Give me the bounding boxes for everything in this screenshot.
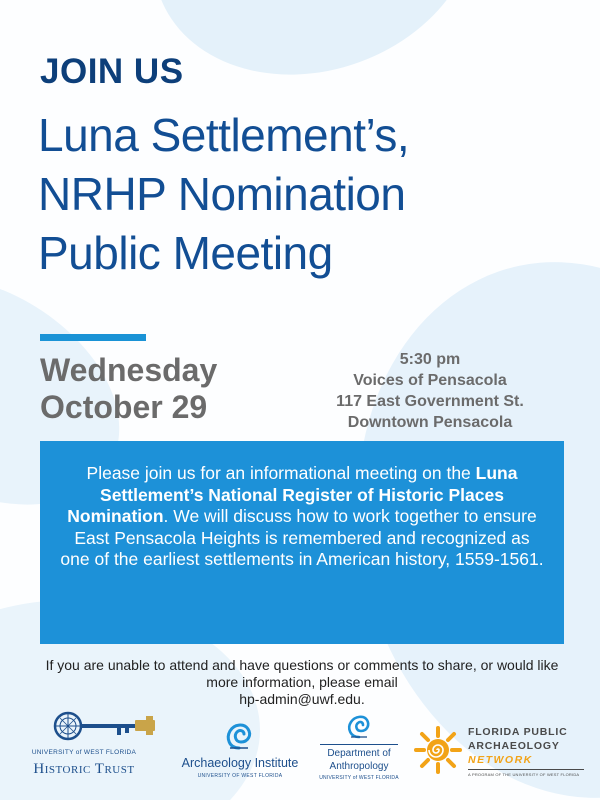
join-us-heading: JOIN US: [40, 52, 184, 91]
info-text-1: Please join us for an informational meeting on the: [86, 463, 476, 483]
anthropology-divider: [320, 744, 398, 745]
archaeology-institute-logo: [180, 718, 300, 790]
contact-email-link[interactable]: hp-admin@uwf.edu.: [239, 691, 365, 707]
event-details: [300, 349, 560, 433]
contact-message: If you are unable to attend and have questions or comments to share, or would like more information, please email: [45, 657, 559, 690]
event-area: Downtown Pensacola: [347, 414, 513, 431]
archaeology-institute-name: Archaeology Institute: [181, 756, 299, 770]
anthropology-sub: UNIVERSITY of WEST FLORIDA: [319, 775, 399, 781]
fpan-line-3: NETWORK: [468, 754, 533, 766]
nautilus-shell-icon: [222, 718, 256, 752]
fpan-line-2: ARCHAEOLOGY: [468, 740, 560, 752]
contact-text: [40, 657, 564, 708]
info-text-2: . We will discuss how to work together to ensure East Pensacola Heights is remembered and recognized as one of the earliest settlements in American history, 1559-1561.: [60, 506, 544, 569]
page-title: [38, 106, 409, 283]
event-date: [40, 352, 217, 426]
accent-divider: [40, 334, 146, 341]
event-date-text: October 29: [40, 389, 208, 425]
event-day: Wednesday: [40, 352, 218, 388]
compass-key-icon: [20, 708, 170, 744]
title-line-2: NRHP Nomination: [38, 168, 406, 220]
info-text-bold: Luna Settlement’s National Register of Historic Places Nomination: [67, 463, 518, 526]
title-line-1: Luna Settlement’s,: [38, 109, 410, 161]
title-line-3: Public Meeting: [38, 227, 333, 279]
historic-trust-name: Historic Trust: [33, 761, 135, 777]
info-box: [40, 441, 564, 644]
sun-spiral-icon: [414, 726, 462, 774]
historic-trust-logo: [20, 708, 170, 788]
anthropology-logo: [312, 710, 406, 792]
event-venue: Voices of Pensacola: [353, 372, 507, 389]
fpan-logo: [414, 722, 594, 784]
nautilus-shell-icon: [344, 710, 374, 740]
fpan-line-1: FLORIDA PUBLIC: [468, 726, 568, 738]
event-time: 5:30 pm: [399, 351, 461, 368]
archaeology-institute-sub: UNIVERSITY OF WEST FLORIDA: [197, 773, 283, 779]
fpan-sub: A PROGRAM OF THE UNIVERSITY OF WEST FLORIDA: [468, 772, 580, 777]
anthropology-line-2: Anthropology: [329, 761, 389, 772]
fpan-divider: [468, 769, 584, 770]
event-street: 117 East Government St.: [336, 393, 524, 410]
anthropology-line-1: Department of: [327, 748, 391, 759]
historic-trust-university: UNIVERSITY of WEST FLORIDA: [31, 749, 137, 756]
